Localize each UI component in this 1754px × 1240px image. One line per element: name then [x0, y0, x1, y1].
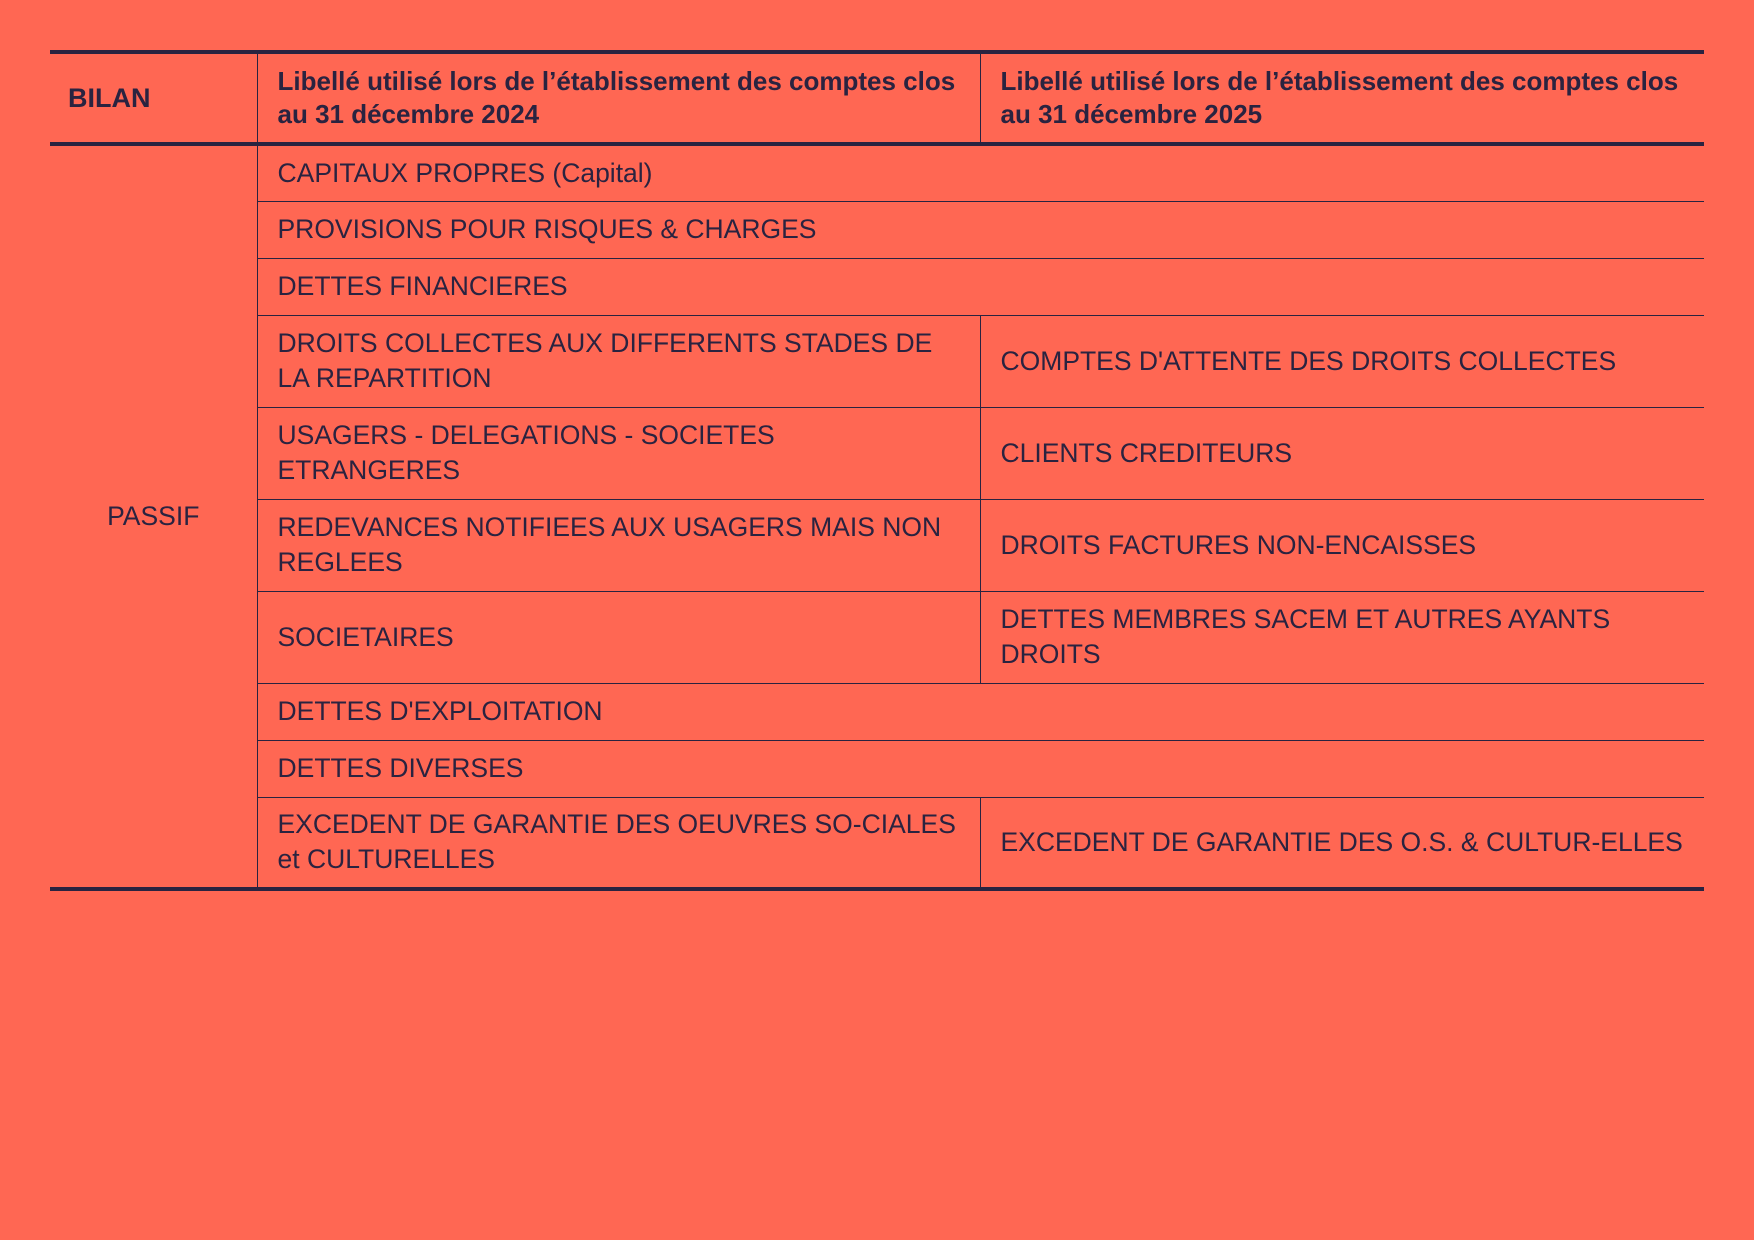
row-label: DETTES D'EXPLOITATION — [257, 683, 1704, 740]
table-row — [50, 315, 1704, 407]
row-label-2025: CLIENTS CREDITEURS — [980, 407, 1704, 499]
table-row — [50, 407, 1704, 499]
row-label: PROVISIONS POUR RISQUES & CHARGES — [257, 201, 1704, 258]
bilan-table-container — [50, 50, 1704, 891]
row-label-2025: COMPTES D'ATTENTE DES DROITS COLLECTES — [980, 315, 1704, 407]
table-row — [50, 591, 1704, 683]
row-label: CAPITAUX PROPRES (Capital) — [257, 144, 1704, 201]
row-label: DETTES FINANCIERES — [257, 258, 1704, 315]
row-label-2025: DROITS FACTURES NON-ENCAISSES — [980, 499, 1704, 591]
header-label-2024: Libellé utilisé lors de l’établissement des comptes clos au 31 décembre 2024 — [257, 52, 980, 144]
section-passif: PASSIF — [50, 144, 257, 889]
bilan-table — [50, 50, 1704, 891]
row-label-2024: EXCEDENT DE GARANTIE DES OEUVRES SO-CIALES et CULTURELLES — [257, 797, 980, 889]
table-row — [50, 683, 1704, 740]
table-row — [50, 258, 1704, 315]
table-row — [50, 797, 1704, 889]
row-label-2024: DROITS COLLECTES AUX DIFFERENTS STADES DE LA REPARTITION — [257, 315, 980, 407]
header-bilan: BILAN — [50, 52, 257, 144]
row-label-2025: EXCEDENT DE GARANTIE DES O.S. & CULTUR-ELLES — [980, 797, 1704, 889]
table-row — [50, 201, 1704, 258]
row-label: DETTES DIVERSES — [257, 740, 1704, 797]
header-label-2025: Libellé utilisé lors de l’établissement des comptes clos au 31 décembre 2025 — [980, 52, 1704, 144]
row-label-2024: SOCIETAIRES — [257, 591, 980, 683]
table-header-row — [50, 52, 1704, 144]
row-label-2025: DETTES MEMBRES SACEM ET AUTRES AYANTS DROITS — [980, 591, 1704, 683]
row-label-2024: REDEVANCES NOTIFIEES AUX USAGERS MAIS NON REGLEES — [257, 499, 980, 591]
table-row — [50, 144, 1704, 201]
row-label-2024: USAGERS - DELEGATIONS - SOCIETES ETRANGERES — [257, 407, 980, 499]
table-row — [50, 499, 1704, 591]
table-row — [50, 740, 1704, 797]
